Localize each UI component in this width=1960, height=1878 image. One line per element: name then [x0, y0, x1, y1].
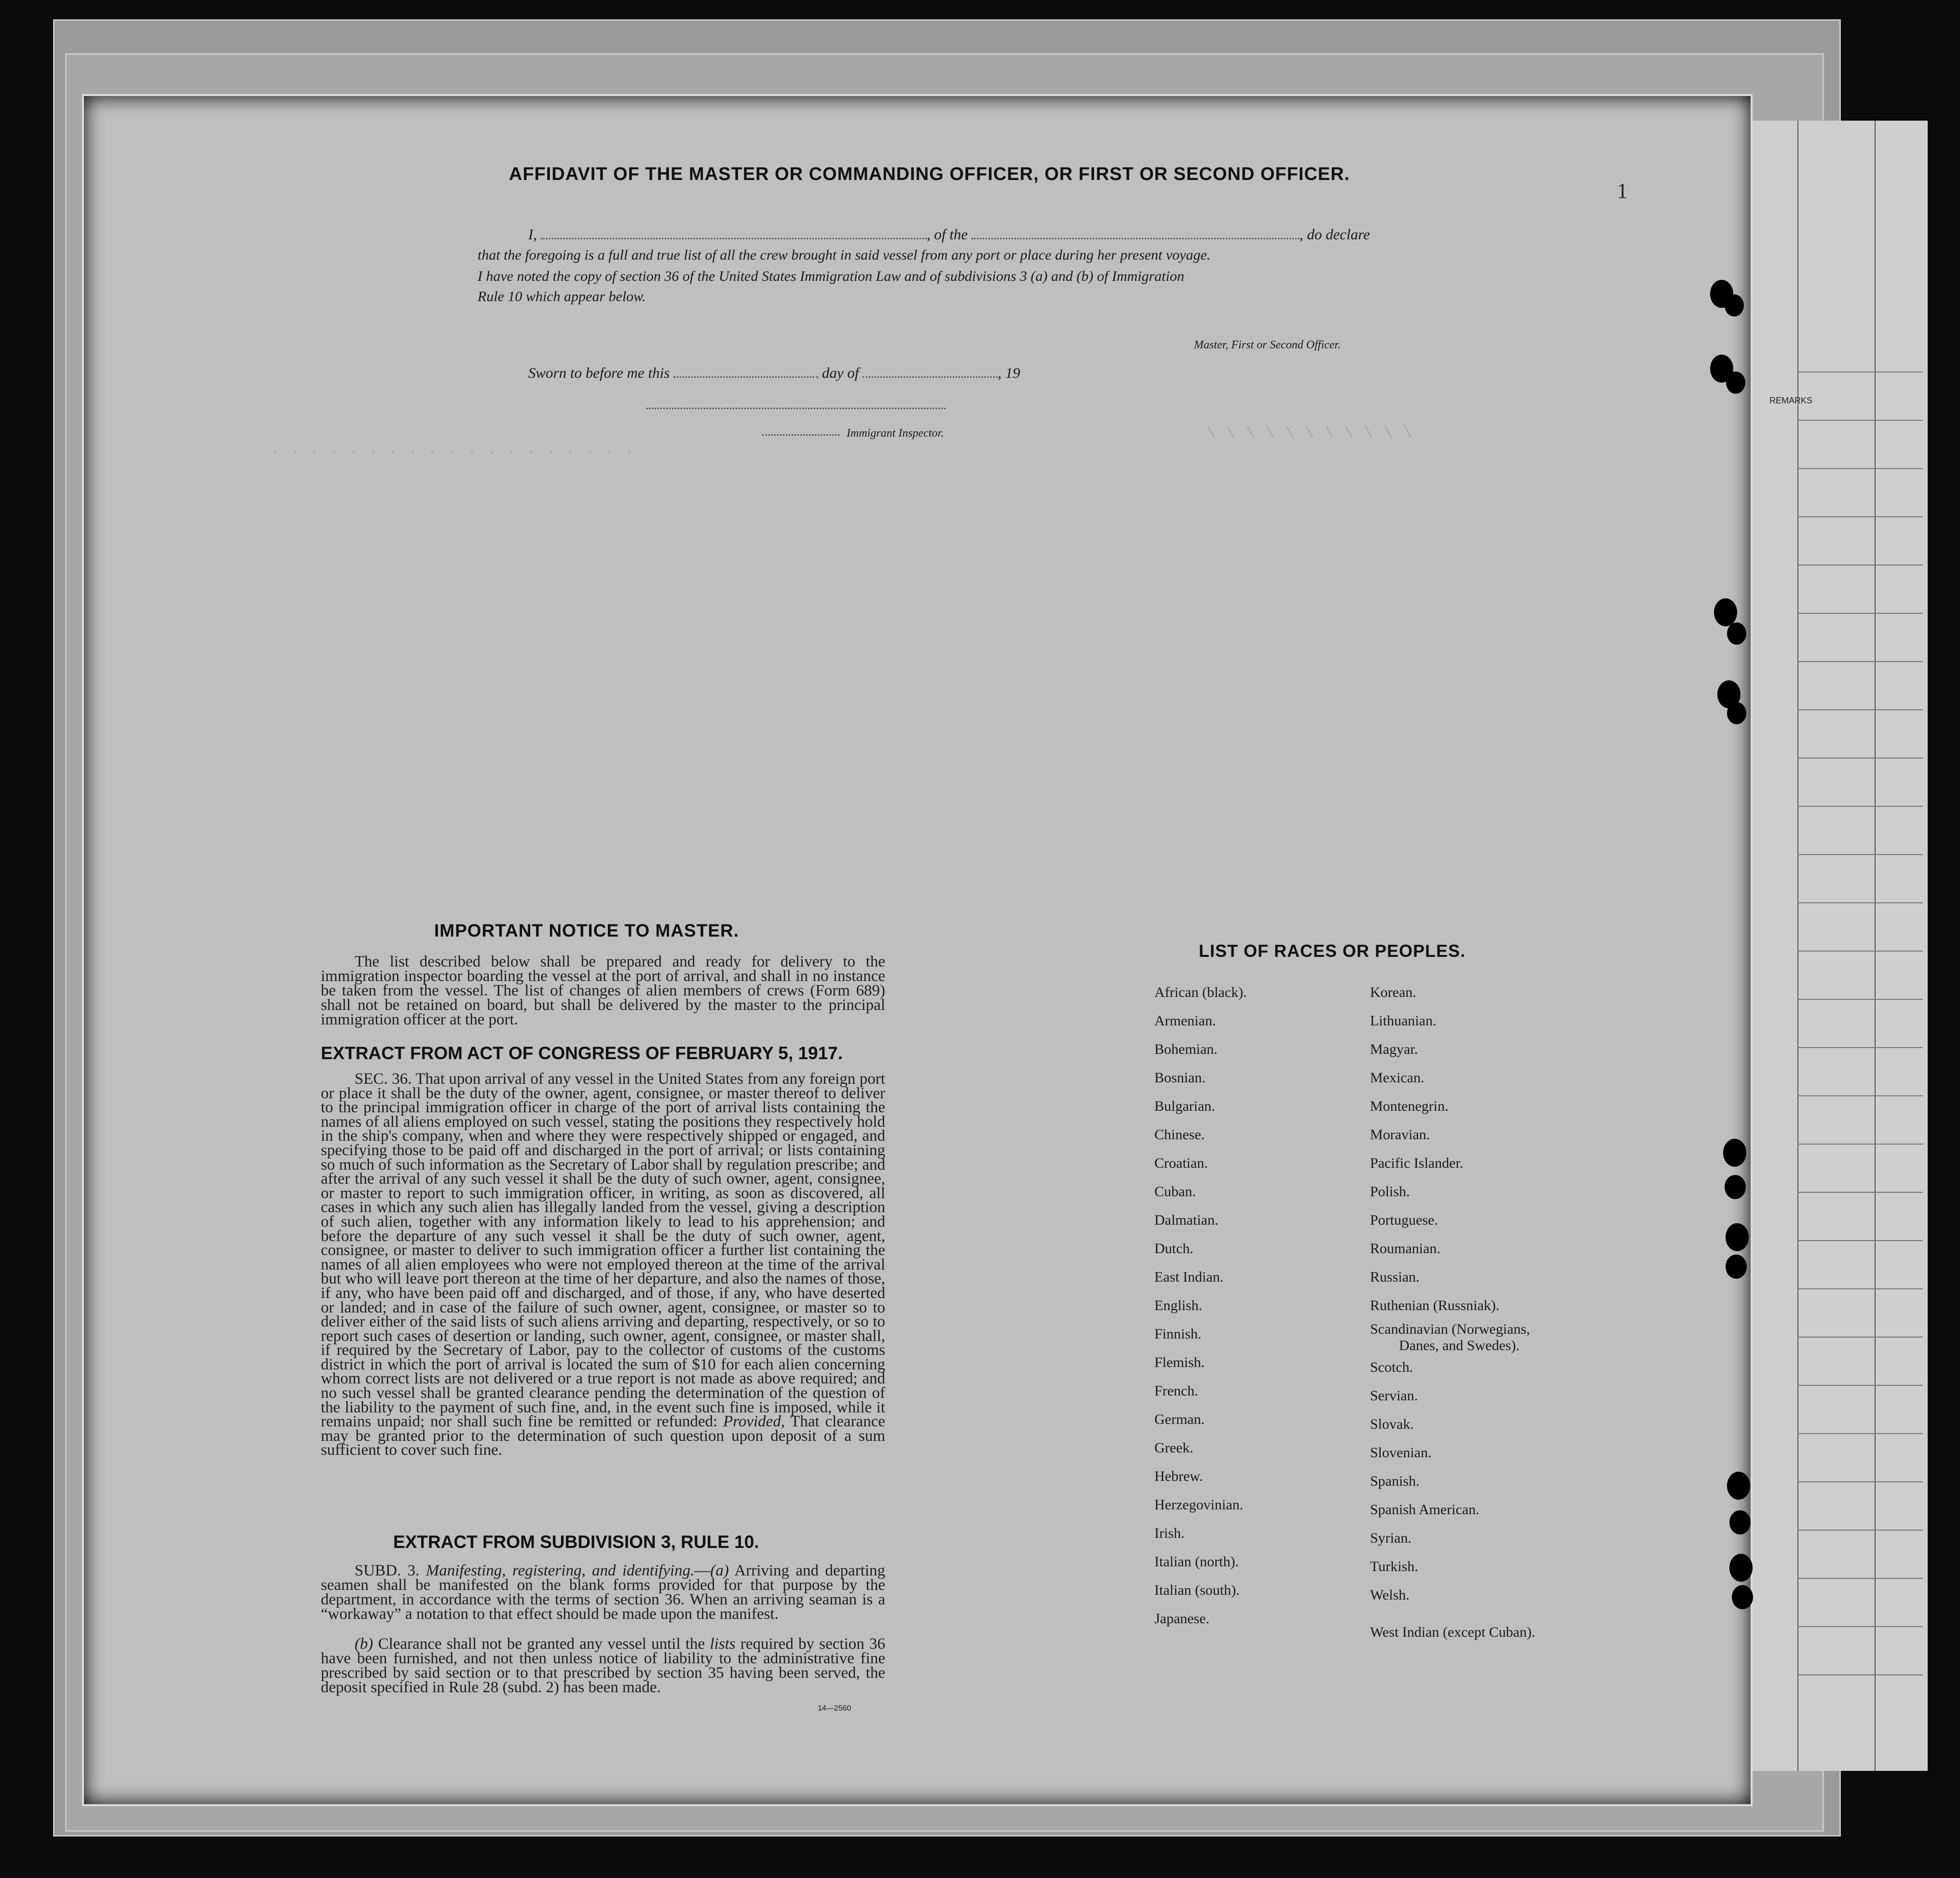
sworn-line — [528, 364, 1020, 382]
race-item: Bulgarian. — [1154, 1098, 1215, 1114]
punch-hole — [1732, 1585, 1753, 1609]
race-item: Bosnian. — [1154, 1070, 1206, 1086]
page-number: 1 — [1617, 179, 1628, 203]
race-item: Korean. — [1370, 984, 1416, 1000]
punch-hole — [1725, 294, 1744, 317]
race-item: Cuban. — [1154, 1184, 1196, 1200]
race-item: Slovak. — [1370, 1416, 1414, 1432]
subd-b-body-2: required by section 36 have been furnished, and not then unless notice of liability to the administrative fine prescribed by said section or to that prescribed by section 35 having been served, the deposit specified in Rule 28 (subd. 2) has been made. — [321, 1635, 885, 1696]
race-item: Moravian. — [1370, 1127, 1430, 1143]
race-item: Mexican. — [1370, 1070, 1425, 1086]
provided-label: Provided, — [723, 1413, 785, 1431]
master-name-field[interactable] — [541, 238, 927, 239]
extract-act-title: EXTRACT FROM ACT OF CONGRESS OF FEBRUARY 5, 1917. — [321, 1043, 843, 1063]
race-item: Danes, and Swedes). — [1399, 1338, 1520, 1353]
race-item: Spanish. — [1370, 1473, 1420, 1489]
extract-rule-title: EXTRACT FROM SUBDIVISION 3, RULE 10. — [393, 1532, 759, 1552]
race-item: English. — [1154, 1298, 1203, 1313]
race-item: Hebrew. — [1154, 1468, 1203, 1484]
race-item: Lithuanian. — [1370, 1013, 1437, 1029]
year-label: , 19 — [998, 364, 1020, 381]
affidavit-declaration-line — [528, 226, 1370, 243]
sworn-month-field[interactable] — [863, 376, 998, 378]
race-item: Syrian. — [1370, 1530, 1412, 1546]
punch-hole — [1727, 702, 1746, 724]
race-item: Japanese. — [1154, 1611, 1210, 1627]
race-item: Dutch. — [1154, 1241, 1193, 1257]
subd-a-label: (a) — [710, 1562, 729, 1579]
punch-hole — [1723, 1139, 1746, 1167]
subd-3-label: SUBD. 3. — [355, 1562, 420, 1579]
notice-title: IMPORTANT NOTICE TO MASTER. — [434, 921, 740, 940]
day-of-label: day of — [822, 364, 859, 381]
inspector-signature-line[interactable] — [646, 408, 946, 409]
race-item: Irish. — [1154, 1525, 1185, 1541]
race-item: Turkish. — [1370, 1559, 1418, 1574]
affidavit-page — [82, 94, 1753, 1806]
punch-hole — [1726, 372, 1745, 394]
affidavit-line-4: Rule 10 which appear below. — [478, 289, 646, 304]
race-item: German. — [1154, 1411, 1205, 1427]
race-item: Welsh. — [1370, 1587, 1410, 1603]
race-item: Greek. — [1154, 1440, 1193, 1456]
race-item: Polish. — [1370, 1184, 1410, 1200]
race-item: Scandinavian (Norwegians, — [1370, 1321, 1530, 1337]
extract-act-body — [321, 1072, 885, 1458]
subd-a-body: Arriving and departing seamen shall be manifested on the blank forms provided for that purpose by the department, in accordance with the terms of section 36. When an arriving seaman is a “workaway” a notation to that effect should be made upon the manifest. — [321, 1562, 886, 1623]
race-item: Herzegovinian. — [1154, 1497, 1244, 1513]
race-item: Magyar. — [1370, 1041, 1418, 1057]
affidavit-title: AFFIDAVIT OF THE MASTER OR COMMANDING OFFICER, OR FIRST OR SECOND OFFICER. — [509, 164, 1350, 184]
subd-b-body-1: Clearance shall not be granted any vessel until the — [378, 1635, 705, 1653]
race-item: West Indian (except Cuban). — [1370, 1624, 1535, 1640]
vessel-name-field[interactable] — [972, 238, 1300, 239]
race-item: French. — [1154, 1383, 1198, 1399]
punch-hole — [1729, 1510, 1751, 1534]
form-code: 14—2560 — [818, 1704, 851, 1712]
subd-3-b-text — [321, 1637, 885, 1695]
race-item: Italian (south). — [1154, 1582, 1240, 1598]
bleed-through-text: · · · · · · · · · · · · · · · · · · · — [270, 444, 634, 462]
race-item: Croatian. — [1154, 1155, 1208, 1171]
punch-hole — [1726, 1255, 1747, 1279]
race-item: Russian. — [1370, 1269, 1420, 1285]
punch-hole — [1726, 1223, 1749, 1251]
subd-3-a-text: SUBD. 3. Manifesting, registering, and identifying.—(a) Arriving and departing seamen shall be manifested on the blank forms provided for that purpose by the department, in accordance with the terms of section 36. When an arriving seaman is a “workaway” a notation to that effect should be made upon the manifest. — [321, 1562, 886, 1623]
race-item: Roumanian. — [1370, 1241, 1440, 1257]
race-item: Portuguese. — [1370, 1212, 1438, 1228]
race-item: Servian. — [1370, 1388, 1418, 1404]
race-item: Chinese. — [1154, 1127, 1205, 1143]
race-item: East Indian. — [1154, 1269, 1224, 1285]
inspector-signature-line-2[interactable] — [762, 434, 839, 436]
punch-hole — [1725, 1175, 1746, 1199]
subd-b-lists: lists — [710, 1635, 736, 1653]
affidavit-of-the-label: , of the — [926, 226, 968, 243]
bleed-through-text: \ \ \ \ \ \ \ \ \ \ \ — [1206, 425, 1413, 443]
race-item: Italian (north). — [1154, 1554, 1239, 1570]
remarks-column-label: REMARKS — [1769, 396, 1813, 405]
affidavit-i-label: I, — [528, 226, 537, 243]
race-item: Scotch. — [1370, 1359, 1413, 1375]
punch-hole — [1727, 622, 1746, 645]
inspector-label: Immigrant Inspector. — [847, 427, 944, 440]
subd-b-label: (b) — [355, 1635, 373, 1653]
section-36-text: That upon arrival of any vessel in the United States from any foreign port or place it shall be the duty of the owner, agent, consignee, or master thereof to deliver to the principal immigration officer in charge of the port of arrival lists containing the names of all aliens employed on such vessel, stating the positions they respectively hold in the ship's company, when and where they were respectively shipped or engaged, and specifying those to be paid off and discharged in the port of arrival; or lists containing so much of such information as the Secretary of Labor shall by regulation prescribe; and after the arrival of any such vessel it shall be the duty of such owner, agent, consignee, or master to report to such immigration officer, in writing, as soon as discovered, all cases in which any such alien has illegally landed from the vessel, giving a description of such alien, together with any information likely to lead to his apprehension; and before the departure of any such vessel it shall be the duty of such owner, agent, consignee, or master to deliver to such immigration officer a further list containing the names of all alien employees who were not employed thereon at the time of the arrival but who will leave port thereon at the time of her departure, and also the names of those, if any, who have been paid off and discharged, and of those, if any, who have deserted or landed; and in case of the failure of such owner, agent, consignee, or master so to deliver either of the said lists of such aliens arriving and departing, respectively, or so to report such cases of desertion or landing, such owner, agent, consignee, or master shall, if required by the Secretary of Labor, pay to the collector of customs of the customs district in which the port of arrival is located the sum of $10 for each alien concerning whom correct lists are not delivered or a true report is not made as above required; and no such vessel shall be granted clearance pending the determination of the question of the liability to the payment of such fine, and, in the event such fine is imposed, while it remains unpaid; nor shall such fine be remitted or refunded: — [321, 1070, 885, 1431]
race-item: Flemish. — [1154, 1354, 1205, 1370]
section-36-text-end: That clearance may be granted prior to the determination of such question upon deposit of a sum sufficient to cover such fine. — [321, 1413, 885, 1459]
race-item: Montenegrin. — [1370, 1098, 1449, 1114]
sworn-label: Sworn to before me this — [528, 364, 670, 381]
punch-hole — [1714, 598, 1737, 626]
punch-hole — [1727, 1472, 1750, 1500]
races-title: LIST OF RACES OR PEOPLES. — [1199, 941, 1466, 961]
section-36-label: SEC. 36. — [355, 1070, 412, 1088]
affidavit-line-2: that the foregoing is a full and true list of all the crew brought in said vessel from any port or place during her present voyage. — [478, 247, 1211, 263]
subd-3-title: Manifesting, registering, and identifying. — [425, 1562, 695, 1579]
race-item: Ruthenian (Russniak). — [1370, 1298, 1500, 1313]
race-item: Dalmatian. — [1154, 1212, 1219, 1228]
race-item: African (black). — [1154, 984, 1247, 1000]
race-item: Finnish. — [1154, 1326, 1202, 1342]
race-item: Spanish American. — [1370, 1502, 1480, 1518]
race-item: Armenian. — [1154, 1013, 1216, 1029]
affidavit-do-declare-label: , do declare — [1299, 226, 1370, 243]
race-item: Slovenian. — [1370, 1445, 1432, 1461]
affidavit-line-3: I have noted the copy of section 36 of the United States Immigration Law and of subdivisions 3 (a) and (b) of Immigration — [478, 268, 1184, 284]
race-item: Bohemian. — [1154, 1041, 1218, 1057]
notice-body: The list described below shall be prepared and ready for delivery to the immigration inspector boarding the vessel at the port of arrival, and shall in no instance be taken from the vessel. The list of changes of alien members of crews (Form 689) shall not be retained on board, but shall be delivered by the master to the principal immigration officer at the port. — [321, 953, 885, 1028]
sworn-day-field[interactable] — [673, 376, 818, 378]
race-item: Pacific Islander. — [1370, 1155, 1464, 1171]
master-signature-label: Master, First or Second Officer. — [1194, 339, 1341, 351]
punch-hole — [1729, 1554, 1753, 1582]
